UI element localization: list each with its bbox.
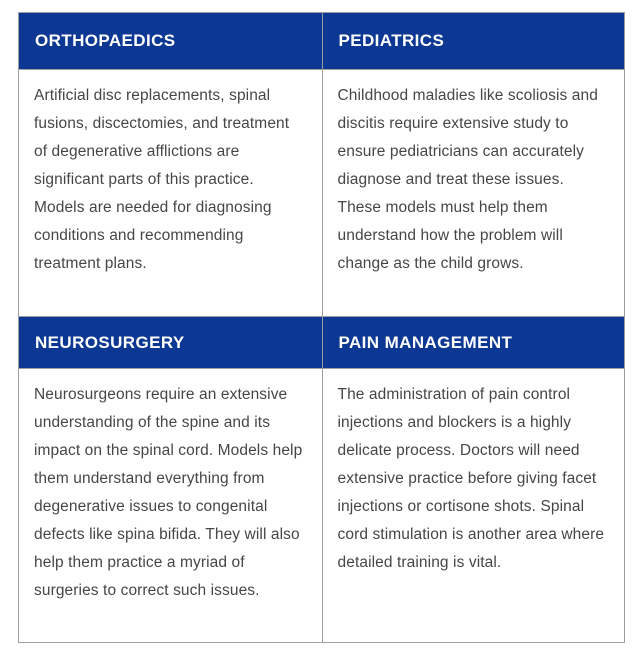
header-cell-neurosurgery: NEUROSURGERY	[19, 316, 322, 368]
header-cell-pain-management: PAIN MANAGEMENT	[322, 316, 625, 368]
header-cell-pediatrics: PEDIATRICS	[322, 13, 625, 69]
body-cell-orthopaedics: Artificial disc replacements, spinal fusions, discectomies, and treatment of degenerative afflictions are significant parts of this practice. Models are needed for diagnosing conditions and recommending treatment plans.	[19, 69, 322, 316]
body-cell-pediatrics: Childhood maladies like scoliosis and discitis require extensive study to ensure pediatricians can accurately diagnose and treat these issues. These models must help them understand how the problem will change as the child grows.	[322, 69, 625, 316]
body-cell-pain-management: The administration of pain control injections and blockers is a highly delicate process. Doctors will need extensive practice before giving facet injections or cortisone shots. Spinal cord stimulation is another area where detailed training is vital.	[322, 368, 625, 642]
specialties-table	[18, 12, 625, 643]
body-cell-neurosurgery: Neurosurgeons require an extensive understanding of the spine and its impact on the spinal cord. Models help them understand everything from degenerative issues to congenital defects like spina bifida. They will also help them practice a myriad of surgeries to correct such issues.	[19, 368, 322, 642]
header-cell-orthopaedics: ORTHOPAEDICS	[19, 13, 322, 69]
